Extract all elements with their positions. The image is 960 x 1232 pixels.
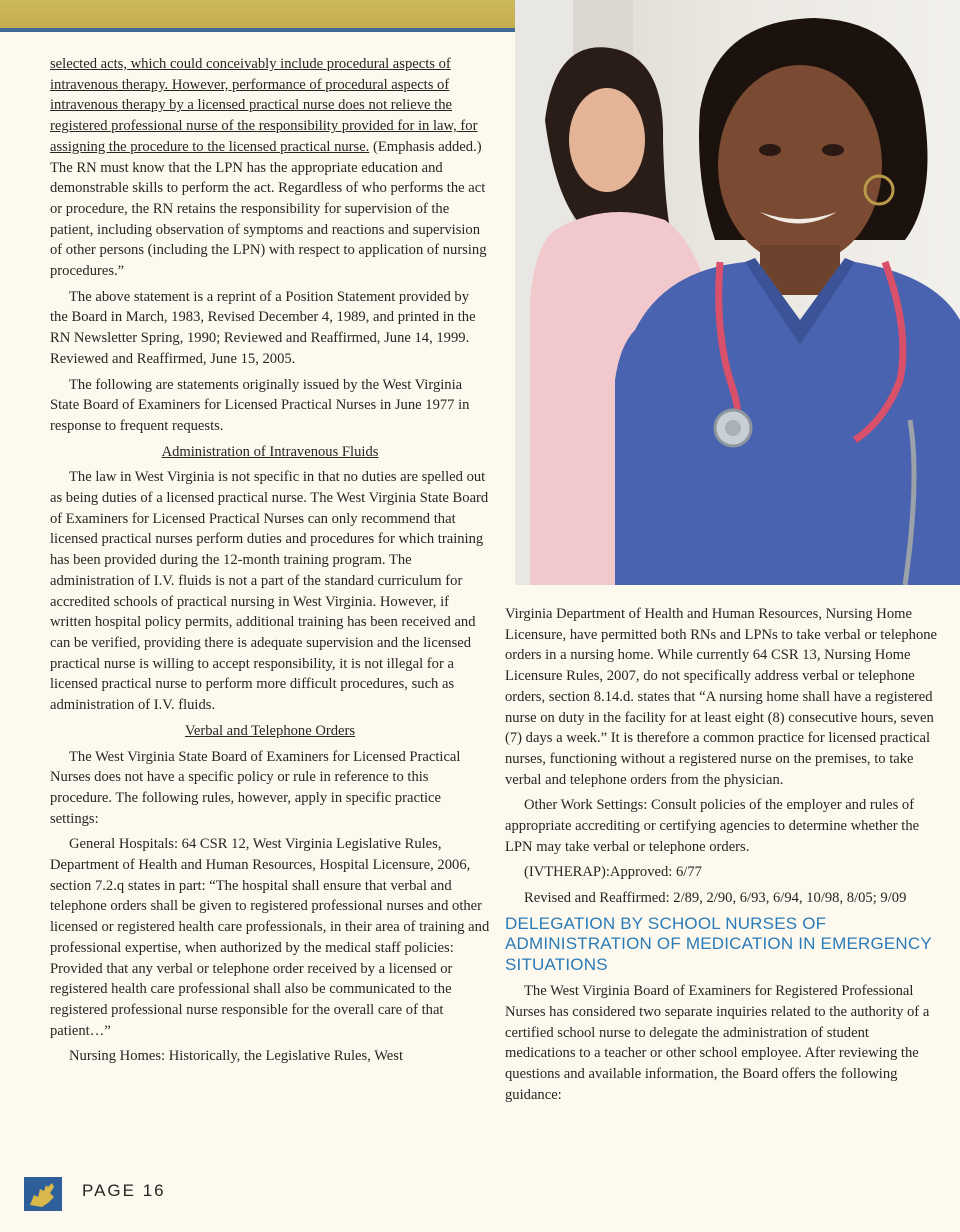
paragraph-general-hospitals: General Hospitals: 64 CSR 12, West Virginia Legislative Rules, Department of Health and Human Resources, Hospital Licensure, 2006, section 7.2.q states in part: “The hospital shall ensure that verbal and telephone orders shall be given to registered professional nurses and other licensed or registered health care professionals, in their area of training and professional expertise, when authorized by the medical staff policies: Provided that any verbal or telephone order received by a licensed or registered health care professional shall also be communicated to the registered professional nurse responsible for the overall care of that patient…” [50, 836, 490, 1039]
right-text-column [505, 604, 941, 1111]
west-virginia-logo-icon [24, 1177, 62, 1211]
approval-line: (IVTHERAP):Approved: 6/77 [524, 864, 702, 881]
paragraph-nursing-homes: Nursing Homes: Historically, the Legislative Rules, West [69, 1048, 404, 1065]
subhead-verbal-orders: Verbal and Telephone Orders [184, 722, 356, 739]
paragraph-other-settings: Other Work Settings: Consult policies of the employer and rules of appropriate accrediting or certifying agencies to determine whether the LPN may take verbal or telephone orders. [505, 797, 920, 855]
paragraph-nursing-home-rules: Virginia Department of Health and Human Resources, Nursing Home Licensure, have permitted both RNs and LPNs to take verbal or telephone orders in a nursing home. While currently 64 CSR 13, Nursing Home Licensure Rules, 2007, do not specifically address verbal or telephone orders, section 8.14.d. states that “A nursing home shall have a registered nurse on duty in the facility for at least eight (8) consecutive hours, seven (7) days a week.” It is therefore a common practice for licensed practical nurses, functioning without a registered nurse on the premises, to take verbal and telephone orders from the physician. [505, 606, 938, 788]
paragraph-verbal-orders: The West Virginia State Board of Examiners for Licensed Practical Nurses does not have a specific policy or rule in reference to this procedure. The following rules, however, apply in specific practice settings: [50, 748, 461, 827]
nurses-illustration [515, 0, 960, 585]
paragraph-reprint-note: The above statement is a reprint of a Position Statement provided by the Board in March, 1983, Revised December 4, 1989, and printed in the RN Newsletter Spring, 1990; Reviewed and Reaffirmed, June 14, 1999. Reviewed and Reaffirmed, June 15, 2005. [50, 288, 476, 367]
paragraph-lpn-statements: The following are statements originally issued by the West Virginia State Board of Examiners for Licensed Practical Nurses in June 1977 in response to frequent requests. [50, 376, 470, 434]
paragraph-quote-end [50, 54, 490, 282]
underlined-quote: selected acts, which could conceivably include procedural aspects of intravenous therapy. However, performance of procedural aspects of intravenous therapy by a licensed practical nurse does not relieve the registered professional nurse of the responsibility provided for in law, for assigning the procedure to the licensed practical nurse. [50, 56, 478, 155]
nurses-photo [515, 0, 960, 585]
revision-line: Revised and Reaffirmed: 2/89, 2/90, 6/93, 6/94, 10/98, 8/05; 9/09 [524, 890, 907, 907]
subhead-iv-fluids: Administration of Intravenous Fluids [161, 443, 379, 460]
page-number: PAGE 16 [82, 1181, 166, 1200]
left-text-column [50, 54, 490, 1072]
section-heading-delegation: DELEGATION BY SCHOOL NURSES OF ADMINISTRATION OF MEDICATION IN EMERGENCY SITUATIONS [505, 913, 932, 974]
paragraph-delegation: The West Virginia Board of Examiners for Registered Professional Nurses has considered two separate inquiries related to the authority of a certified school nurse to delegate the administration of student medications to a teacher or other school employee. After reviewing the questions and available information, the Board offers the following guidance: [505, 983, 930, 1103]
quote-continuation: (Emphasis added.) The RN must know that the LPN has the appropriate education and demonstrable skills to perform the act. Regardless of who performs the act or procedure, the RN retains the responsibility for supervision of the patient, including observation of symptoms and reactions and supervision of other persons (including the LPN) with respect to application of nursing procedures.” [50, 138, 487, 280]
paragraph-iv-fluids: The law in West Virginia is not specific in that no duties are spelled out as being duties of a licensed practical nurse. The West Virginia State Board of Examiners for Licensed Practical Nurses can only recommend that licensed practical nurses perform duties and procedures for which training has been provided during the 12-month training program. The administration of I.V. fluids is not a part of the standard curriculum for accredited schools of practical nursing in West Virginia. However, if written hospital policy permits, additional training has been received and can be verified, providing there is adequate supervision and the licensed practical nurse is willing to accept responsibility, it is not illegal for a licensed practical nurse to perform more difficult procedures, such as administration of I.V. fluids. [50, 469, 489, 714]
top-gold-band [0, 0, 515, 28]
top-blue-rule [0, 28, 515, 32]
